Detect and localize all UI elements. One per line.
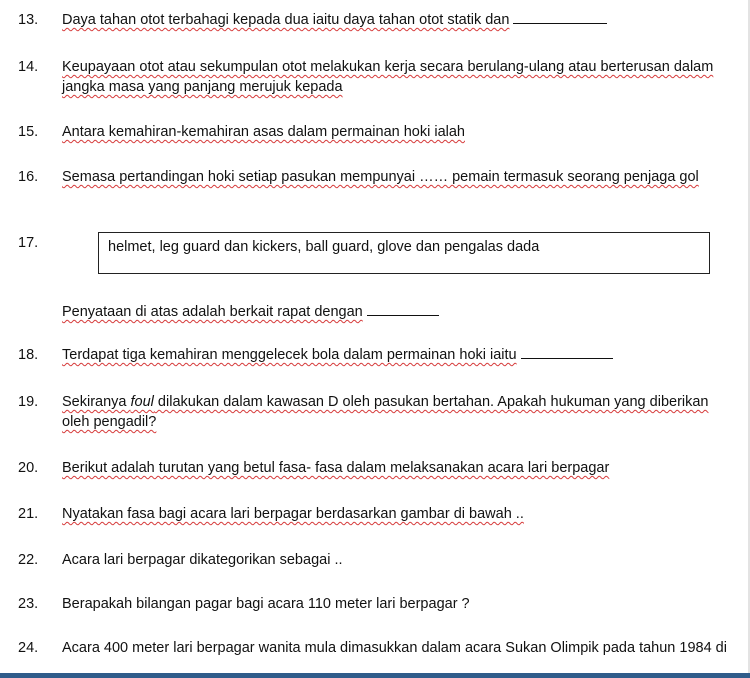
question-text-part: Berapakah bilangan pagar bagi acara 110 meter lari berpagar ? xyxy=(62,596,470,612)
question-text xyxy=(62,57,736,97)
answer-blank[interactable] xyxy=(521,346,613,359)
question-text-part: Keupayaan otot atau sekumpulan otot melakukan kerja secara berulang-ulang atau berterusan dalam jangka masa yang panjang merujuk kepada xyxy=(62,59,714,95)
question-number: 16. xyxy=(18,169,39,185)
question-text-part: Penyataan di atas adalah berkait rapat dengan xyxy=(62,304,363,320)
question-number: 13. xyxy=(18,12,39,28)
question-text-part-italic: foul xyxy=(130,394,154,410)
statement-text: helmet, leg guard dan kickers, ball guard, glove dan pengalas dada xyxy=(108,239,540,255)
question-text xyxy=(62,458,736,478)
question-number: 22. xyxy=(18,552,39,568)
question-text-part: Sekiranya xyxy=(62,394,131,410)
question-text xyxy=(62,638,736,658)
question-text-part: Antara kemahiran-kemahiran asas dalam permainan hoki ialah xyxy=(62,124,465,140)
answer-blank[interactable] xyxy=(367,303,439,316)
question-text xyxy=(62,122,736,142)
question-number: 23. xyxy=(18,596,39,612)
question-number: 15. xyxy=(18,124,39,140)
question-number: 19. xyxy=(18,394,39,410)
question-text-part: Berikut adalah turutan yang betul fasa- fasa dalam melaksanakan acara lari berpagar xyxy=(62,460,610,476)
footer-bar xyxy=(0,673,750,678)
question-text-part: Acara lari berpagar dikategorikan sebagai .. xyxy=(62,552,343,568)
question-text xyxy=(62,504,736,524)
question-text-part: Nyatakan fasa bagi acara lari berpagar berdasarkan gambar di bawah .. xyxy=(62,506,524,522)
question-text xyxy=(62,167,736,187)
question-text-part: Acara 400 meter lari berpagar wanita mula dimasukkan dalam acara Sukan Olimpik pada tahun 1984 di xyxy=(62,640,727,656)
question-text xyxy=(62,345,736,365)
answer-blank[interactable] xyxy=(513,11,607,24)
question-text xyxy=(62,10,736,30)
question-number: 18. xyxy=(18,347,39,363)
question-number: 17. xyxy=(18,235,39,251)
statement-box xyxy=(98,232,710,274)
question-number: 21. xyxy=(18,506,39,522)
question-text-part: Daya tahan otot terbahagi kepada dua iaitu daya tahan otot statik dan xyxy=(62,12,510,28)
question-text-part: Terdapat tiga kemahiran menggelecek bola dalam permainan hoki iaitu xyxy=(62,347,517,363)
question-text xyxy=(62,392,736,432)
question-number: 14. xyxy=(18,59,39,75)
question-text xyxy=(62,550,736,570)
question-number: 24. xyxy=(18,640,39,656)
question-text-part: Semasa pertandingan hoki setiap pasukan mempunyai …… pemain termasuk seorang penjaga gol xyxy=(62,169,699,185)
question-text xyxy=(62,302,736,322)
question-text-part: dilakukan dalam kawasan D oleh pasukan bertahan. Apakah hukuman yang diberikan oleh pengadil? xyxy=(62,394,709,430)
question-text xyxy=(62,594,736,614)
question-number: 20. xyxy=(18,460,39,476)
